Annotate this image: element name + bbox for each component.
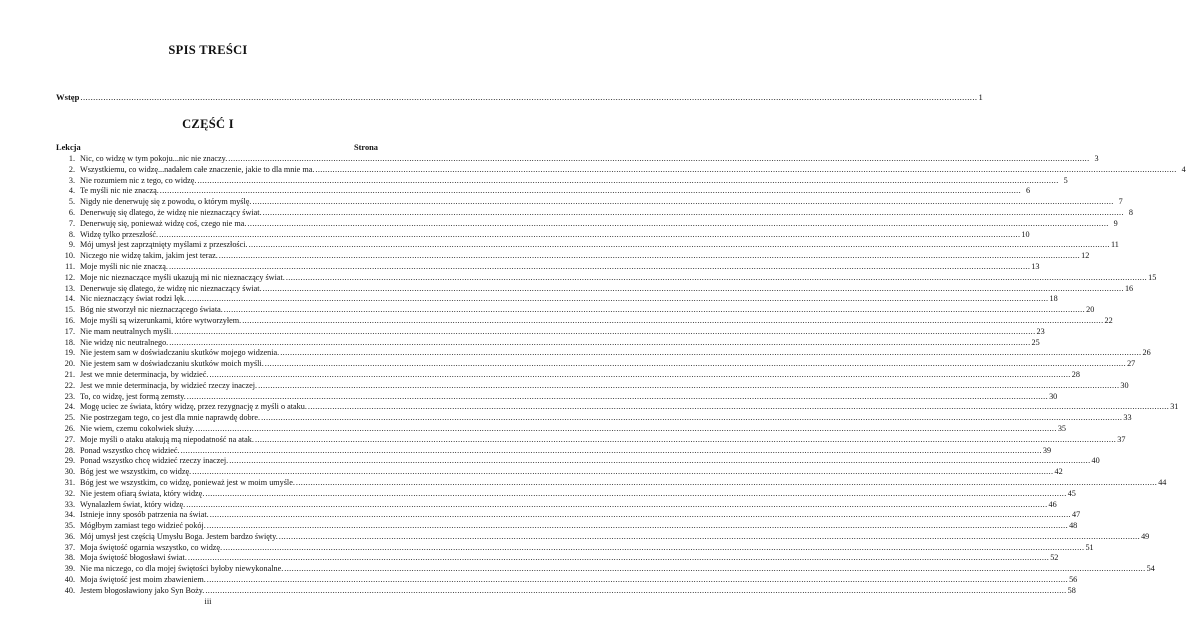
toc-entry[interactable] [56,197,1123,208]
toc-entry[interactable] [56,585,1076,597]
lesson-title: Bóg jest we wszystkim, co widzę, ponieważ jest w moim umyśle. [80,477,295,487]
lesson-page: 7 [1118,197,1123,207]
lesson-page: 4 [1181,164,1186,174]
toc-entry[interactable] [56,575,1078,586]
toc-entry[interactable] [56,359,1136,370]
lesson-title: Mogę uciec ze świata, który widzę, przez rezygnację z myśli o ataku. [80,402,307,412]
lesson-page: 58 [1067,585,1076,595]
lesson-page: 40 [1091,456,1100,466]
lesson-number: 6. [68,207,75,217]
intro-entry[interactable] [56,92,983,102]
lesson-title: Moja świętość jest moim zbawieniem. [80,575,206,585]
lesson-number: 21. [64,369,75,379]
lesson-page: 25 [1031,337,1040,347]
intro-page: 1 [978,92,983,102]
toc-entry[interactable] [56,305,1095,316]
toc-entry[interactable] [56,326,1045,338]
toc-entry[interactable] [56,510,1081,521]
leader-dots [159,230,1020,241]
toc-entry[interactable] [56,218,1118,230]
lesson-number: 1. [68,154,75,163]
toc-entry[interactable] [56,154,1099,165]
leader-dots [265,359,1126,370]
leader-dots [80,92,977,102]
leader-dots [252,197,1113,208]
lesson-title: Nic nieznaczący świat rodzi lęk. [80,294,187,304]
lesson-number: 16. [64,315,75,325]
lesson-page: 8 [1128,207,1133,217]
lesson-page: 16 [1124,283,1134,293]
lesson-title: Nie postrzegam tego, co jest dla mnie naprawdę dobre. [80,413,261,423]
lesson-title: Moje myśli o ataku atakują mą niepodatność na atak. [80,434,254,444]
lesson-page: 18 [1049,294,1058,304]
lesson-number: 27. [64,434,75,444]
lesson-title: Moje myśli nic nie znaczą. [80,261,168,271]
lesson-number: 25. [64,413,75,423]
leader-dots [308,402,1169,413]
toc-entry[interactable] [56,434,1126,446]
toc-list [56,154,1186,597]
lesson-number: 8. [68,229,75,239]
toc-entry[interactable] [56,445,1052,457]
lesson-title: Nic, co widzę w tym pokoju...nic nie znaczy. [80,154,228,163]
leader-dots [192,467,1053,478]
lesson-page: 48 [1069,521,1078,531]
lesson-page: 45 [1067,488,1076,498]
lesson-title: Wszystkiemu, co widzę...nadałem całe znaczenie, jakie to dla mnie ma. [80,164,315,174]
toc-entry[interactable] [56,175,1068,187]
lesson-title: Jest we mnie determinacja, by widzieć rzeczy inaczej. [80,380,258,390]
lesson-title: Denerwuje się dlatego, że widzę nic nieznaczący świat. [80,283,262,293]
lesson-number: 2. [68,164,75,174]
toc-entry[interactable] [56,467,1063,478]
lesson-page: 23 [1036,326,1045,336]
leader-dots [296,478,1157,489]
leader-dots [187,392,1048,403]
lesson-page: 9 [1113,218,1118,228]
lesson-page: 56 [1069,575,1078,585]
leader-dots [279,532,1140,543]
lesson-title: Nie rozumiem nic z tego, co widzę. [80,175,197,185]
leader-dots [263,284,1124,295]
lesson-page: 52 [1050,553,1059,563]
part-heading: CZĘŚĆ I [182,117,234,131]
lesson-number: 33. [64,499,75,509]
lesson-page: 13 [1031,261,1040,271]
lesson-number: 29. [64,456,75,466]
lesson-number: 5. [68,197,75,207]
lesson-number: 24. [64,402,75,412]
toc-entry[interactable] [56,164,1186,176]
toc-entry[interactable] [56,294,1058,305]
lesson-title: Moje nic nieznaczące myśli ukazują mi nic nieznaczący świat. [80,272,285,282]
lesson-page: 31 [1170,402,1179,412]
toc-entry[interactable] [56,380,1129,392]
toc-entry[interactable] [56,186,1031,197]
lesson-number: 15. [64,305,75,315]
toc-entry[interactable] [56,531,1150,543]
leader-dots [224,305,1085,316]
leader-dots [181,446,1042,457]
lesson-number: 13. [64,283,75,293]
lesson-page: 15 [1148,272,1157,282]
lesson-number: 12. [64,272,75,282]
lesson-number: 7. [68,218,75,228]
toc-entry[interactable] [56,521,1078,532]
lesson-number: 4. [68,186,75,196]
lesson-title: Ponad wszystko chcę widzieć rzeczy inaczej. [80,456,229,466]
toc-entry[interactable] [56,207,1133,219]
lesson-title: Nie jestem sam w doświadczaniu skutków moich myśli. [80,359,264,369]
toc-entry[interactable] [56,499,1057,511]
toc-entry[interactable] [56,369,1080,381]
lesson-number: 39. [64,564,75,574]
leader-dots [223,543,1084,554]
toc-entry[interactable] [56,261,1040,273]
lesson-title: Niczego nie widzę takim, jakim jest teraz. [80,251,218,261]
lesson-title: Nie mam neutralnych myśli. [80,326,174,336]
lesson-title: Bóg jest we wszystkim, co widzę. [80,467,192,477]
lesson-page: 22 [1104,315,1113,325]
lesson-title: To, co widzę, jest formą zemsty. [80,391,186,401]
lesson-title: Nie ma niczego, co dla mojej świętości byłoby niewykonalne. [80,564,284,574]
leader-dots [247,219,1108,230]
lesson-page: 35 [1057,423,1067,433]
leader-dots [261,413,1122,424]
column-header-lesson: Lekcja [56,143,81,152]
lesson-page: 54 [1146,564,1155,574]
toc-entry[interactable] [56,229,1030,241]
lesson-page: 28 [1071,369,1080,379]
lesson-title: Istnieje inny sposób patrzenia na świat. [80,510,209,520]
leader-dots [197,176,1058,187]
lesson-title: Widzę tylko przeszłość. [80,229,159,239]
lesson-title: Bóg nie stworzył nic nieznaczącego świata. [80,305,223,315]
lesson-page: 26 [1142,348,1151,358]
leader-dots [160,186,1021,197]
lesson-number: 10. [64,251,75,261]
lesson-title: Moja świętość błogosławi świat. [80,553,187,563]
lesson-number: 11. [65,261,75,271]
lesson-title: Moje myśli są wizerunkami, które wytworzyłem. [80,315,242,325]
toc-entry[interactable] [56,315,1113,327]
leader-dots [315,165,1176,176]
lesson-title: Nie jestem sam w doświadczaniu skutków mojego widzenia. [80,348,280,358]
leader-dots [249,240,1110,251]
leader-dots [174,327,1035,338]
lesson-page: 39 [1042,445,1052,455]
lesson-page: 10 [1021,229,1030,239]
lesson-page: 47 [1072,510,1081,520]
lesson-title: Denerwuję się dlatego, że widzę nie nieznaczący świat. [80,207,262,217]
leader-dots [263,208,1124,219]
lesson-title: Nie wiem, czemu cokolwiek służy. [80,423,195,433]
toc-entry[interactable] [56,283,1134,295]
leader-dots [280,348,1141,359]
leader-dots [169,262,1030,273]
leader-dots [187,294,1048,305]
leader-dots [210,510,1071,521]
lesson-page: 44 [1158,477,1167,487]
lesson-number: 9. [68,240,75,250]
lesson-number: 37. [64,542,75,552]
toc-entry[interactable] [56,477,1167,489]
lesson-number: 17. [64,326,75,336]
toc-entry[interactable] [56,240,1119,251]
lesson-page: 12 [1081,251,1090,261]
lesson-page: 11 [1111,240,1119,250]
toc-entry[interactable] [56,413,1132,424]
leader-dots [284,564,1145,575]
lesson-number: 35. [64,521,75,531]
lesson-page: 49 [1141,531,1150,541]
lesson-page: 37 [1117,434,1126,444]
lesson-title: Wynalazłem świat, który widzę. [80,499,186,509]
lesson-number: 28. [64,445,75,455]
lesson-title: Mógłbym zamiast tego widzieć pokój. [80,521,206,531]
leader-dots [258,381,1119,392]
leader-dots [196,424,1057,435]
lesson-number: 23. [64,391,75,401]
leader-dots [186,500,1047,511]
lesson-title: Denerwuję się, ponieważ widzę coś, czego nie ma. [80,218,247,228]
leader-dots [242,316,1103,327]
lesson-page: 51 [1085,542,1094,552]
lesson-page: 30 [1049,391,1058,401]
lesson-title: Nigdy nie denerwuję się z powodu, o którym myślę. [80,197,252,207]
lesson-number: 32. [64,488,75,498]
toc-entry[interactable] [56,542,1094,554]
lesson-number: 40. [64,575,75,585]
lesson-number: 22. [64,380,75,390]
page-title: SPIS TREŚCI [168,43,248,57]
leader-dots [207,575,1068,586]
lesson-number: 34. [64,510,75,520]
lesson-title: Mój umysł jest częścią Umysłu Boga. Jestem bardzo święty. [80,531,278,541]
lesson-title: Mój umysł jest zaprzątnięty myślami z przeszłości. [80,240,248,250]
toc-entry[interactable] [56,272,1157,284]
lesson-number: 18. [64,337,75,347]
lesson-number: 40. [64,585,75,595]
toc-entry[interactable] [56,488,1076,500]
intro-label: Wstęp [56,92,80,102]
lesson-number: 19. [64,348,75,358]
toc-entry[interactable] [56,402,1179,413]
lesson-title: Nie jestem ofiarą świata, który widzę. [80,488,205,498]
lesson-number: 30. [64,467,75,477]
lesson-page: 27 [1127,359,1136,369]
toc-entry[interactable] [56,348,1151,359]
toc-entry[interactable] [56,251,1090,262]
leader-dots [205,489,1066,500]
lesson-title: Ponad wszystko chcę widzieć. [80,445,180,455]
leader-dots [228,154,1089,165]
lesson-title: Nie widzę nic neutralnego. [80,337,169,347]
lesson-page: 30 [1120,380,1129,390]
page-number: iii [204,597,212,606]
leader-dots [207,521,1068,532]
lesson-page: 6 [1025,186,1031,196]
leader-dots [205,586,1066,597]
lesson-number: 31. [64,477,75,487]
toc-entry[interactable] [56,456,1100,467]
lesson-title: Jestem błogosławiony jako Syn Boży. [80,585,205,595]
lesson-number: 38. [64,553,75,563]
lesson-title: Moja świętość ogarnia wszystko, co widzę. [80,542,223,552]
lesson-page: 33 [1123,413,1132,423]
lesson-page: 5 [1063,175,1068,185]
column-header-page: Strona [353,143,378,152]
leader-dots [188,553,1049,564]
toc-entry[interactable] [56,564,1155,575]
leader-dots [286,273,1147,284]
lesson-number: 20. [64,359,75,369]
lesson-page: 46 [1048,499,1057,509]
lesson-title: Jest we mnie determinacja, by widzieć. [80,369,209,379]
lesson-title: Te myśli nic nie znaczą. [80,186,159,196]
lesson-number: 26. [64,423,75,433]
lesson-page: 42 [1054,467,1063,477]
lesson-page: 20 [1086,305,1095,315]
toc-entry[interactable] [56,337,1040,349]
lesson-number: 36. [64,531,75,541]
toc-entry[interactable] [56,423,1067,435]
leader-dots [255,435,1116,446]
lesson-page: 3 [1094,154,1099,163]
toc-entry[interactable] [56,391,1058,403]
toc-entry[interactable] [56,553,1059,564]
lesson-number: 3. [68,175,75,185]
leader-dots [229,456,1090,467]
leader-dots [209,370,1070,381]
leader-dots [169,338,1030,349]
lesson-number: 14. [64,294,75,304]
leader-dots [219,251,1080,262]
